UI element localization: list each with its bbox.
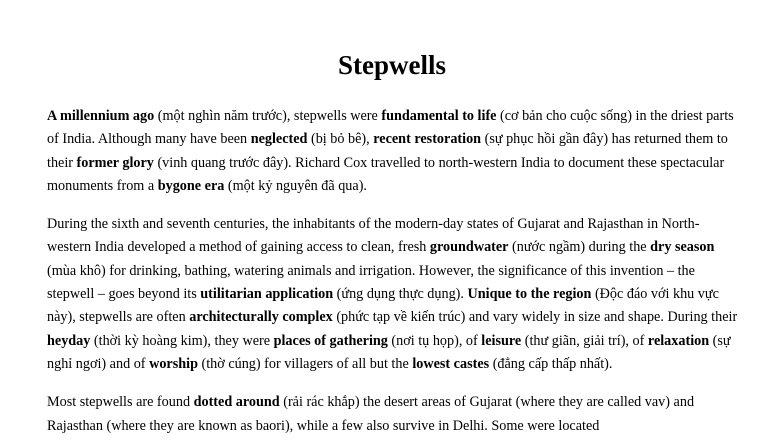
paragraph	[47, 391, 742, 438]
text-run: During the sixth and seventh centuries, the inhabitants of the modern-day states of Gujarat and Rajasthan in North-western India developed a method of gaining access to clean, fresh	[47, 216, 700, 256]
bold-term: recent restoration	[373, 131, 482, 148]
bold-term: groundwater	[429, 239, 509, 256]
bold-term: neglected	[250, 131, 308, 148]
text-run: (ứng dụng thực dụng).	[333, 286, 468, 303]
text-run: (bị bỏ bê),	[307, 131, 374, 148]
bold-term: dry season	[650, 239, 715, 256]
text-run: (thờ cúng) for villagers of all but the	[197, 355, 413, 372]
text-run: (một kỷ nguyên đã qua).	[224, 177, 367, 194]
text-run: (đẳng cấp thấp nhất).	[489, 355, 613, 372]
paragraph	[47, 213, 742, 376]
text-run: (thư giãn, giải trí), of	[521, 332, 648, 349]
text-run: (rải rác khắp) the desert areas of Gujarat (where they are called vav) and Rajasthan (where they are known as baori), while a few also survive in Delhi. Some were located	[47, 394, 695, 434]
bold-term: bygone era	[157, 177, 225, 194]
text-run: (sự phục hồi gần đây) has returned them to their	[47, 131, 728, 171]
bold-term: relaxation	[647, 332, 710, 349]
text-run: (nước ngầm) during the	[508, 239, 651, 256]
bold-term: places of gathering	[273, 332, 388, 349]
paragraph	[47, 105, 742, 198]
bold-term: architecturally complex	[189, 309, 333, 326]
bold-term: lowest castes	[412, 355, 490, 372]
bold-term: worship	[149, 355, 198, 372]
bold-term: fundamental to life	[381, 108, 497, 124]
bold-term: utilitarian application	[200, 286, 334, 303]
text-run: (vinh quang trước đây). Richard Cox travelled to north-western India to document these spectacular monuments from a	[47, 154, 725, 194]
text-run: Most stepwells are found	[47, 394, 194, 411]
bold-term: leisure	[481, 332, 522, 349]
bold-term: heyday	[47, 332, 91, 349]
bold-term: A millennium ago	[47, 108, 155, 124]
page-title: Stepwells	[338, 50, 446, 80]
bold-term: dotted around	[193, 394, 280, 411]
text-run: (mùa khô) for drinking, bathing, watering animals and irrigation. However, the significance of this invention – the stepwell – goes beyond its	[47, 262, 695, 303]
text-run: (thời kỳ hoàng kim), they were	[90, 332, 274, 349]
text-run: (nơi tụ họp), of	[387, 332, 482, 349]
text-run: (sự nghỉ ngơi) and of	[47, 332, 731, 372]
text-run: (Độc đáo với khu vực này), stepwells are often	[47, 286, 719, 326]
text-run: (cơ bản cho cuộc sống) in the driest parts of India. Although many have been	[47, 108, 734, 148]
bold-term: former glory	[76, 154, 154, 171]
text-run: (một nghìn năm trước), stepwells were	[154, 108, 382, 124]
document-body	[47, 105, 742, 441]
text-run: (phức tạp về kiến trúc) and vary widely in size and shape. During their	[332, 309, 738, 326]
bold-term: Unique to the region	[467, 286, 592, 303]
